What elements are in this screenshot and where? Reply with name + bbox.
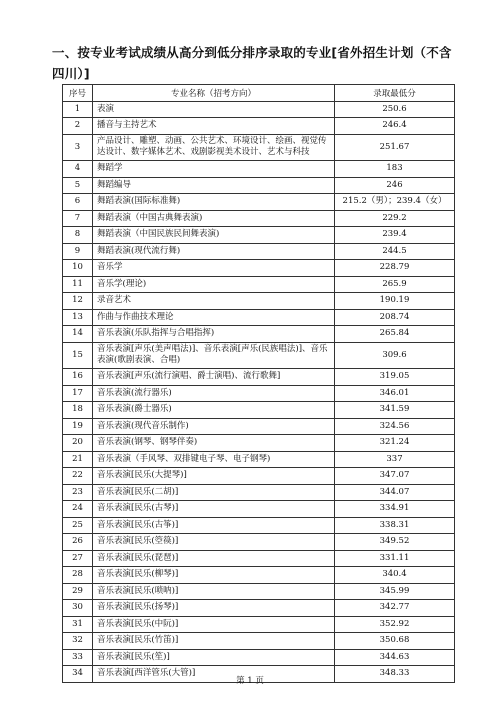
row-index: 15 <box>63 342 93 369</box>
row-major: 舞蹈表演（中国民族民间舞表演) <box>93 227 335 244</box>
row-major: 音乐表演[西洋管乐(大管)] <box>93 666 335 683</box>
row-min-score: 347.07 <box>335 468 455 485</box>
row-index: 1 <box>63 101 93 118</box>
row-min-score: 349.52 <box>335 534 455 551</box>
row-major: 音乐表演[民乐(扬琴)] <box>93 600 335 617</box>
row-index: 26 <box>63 534 93 551</box>
row-min-score: 183 <box>335 161 455 178</box>
row-major: 舞蹈表演(现代流行舞) <box>93 243 335 260</box>
row-min-score: 348.33 <box>335 666 455 683</box>
row-min-score: 244.5 <box>335 243 455 260</box>
table-row <box>63 101 455 118</box>
row-major: 录音艺术 <box>93 293 335 310</box>
header-major: 专业名称（招考方向） <box>93 85 335 102</box>
row-min-score: 309.6 <box>335 342 455 369</box>
row-index: 4 <box>63 161 93 178</box>
row-major: 音乐表演[民乐(竹笛)] <box>93 633 335 650</box>
row-index: 22 <box>63 468 93 485</box>
row-index: 18 <box>63 402 93 419</box>
table-row <box>63 600 455 617</box>
row-index: 34 <box>63 666 93 683</box>
row-min-score: 334.91 <box>335 501 455 518</box>
row-index: 11 <box>63 276 93 293</box>
table-row <box>63 501 455 518</box>
table-row <box>63 260 455 277</box>
table-row <box>63 326 455 343</box>
row-min-score: 265.9 <box>335 276 455 293</box>
row-major: 音乐表演（手风琴、双排键电子琴、电子钢琴) <box>93 451 335 468</box>
row-min-score: 265.84 <box>335 326 455 343</box>
row-min-score: 246 <box>335 177 455 194</box>
row-index: 14 <box>63 326 93 343</box>
row-major: 舞蹈表演（中国古典舞表演) <box>93 210 335 227</box>
page-number: 第 1 页 <box>236 676 264 686</box>
row-index: 28 <box>63 567 93 584</box>
row-index: 30 <box>63 600 93 617</box>
table-row <box>63 616 455 633</box>
admission-table <box>62 84 455 683</box>
row-min-score: 228.79 <box>335 260 455 277</box>
row-major: 产品设计、雕塑、动画、公共艺术、环境设计、绘画、视觉传达设计、数字媒体艺术、戏剧影视美术设计、艺术与科技 <box>93 134 335 161</box>
row-index: 24 <box>63 501 93 518</box>
row-major: 音乐表演[民乐(中阮)] <box>93 616 335 633</box>
row-min-score: 344.07 <box>335 484 455 501</box>
table-row <box>63 517 455 534</box>
table-row <box>63 194 455 211</box>
table-row <box>63 276 455 293</box>
row-index: 19 <box>63 418 93 435</box>
row-major: 舞蹈编导 <box>93 177 335 194</box>
row-major: 音乐学(理论) <box>93 276 335 293</box>
table-row <box>63 468 455 485</box>
row-major: 音乐表演(流行器乐) <box>93 385 335 402</box>
row-major: 音乐表演[民乐(古琴)] <box>93 501 335 518</box>
row-major: 表演 <box>93 101 335 118</box>
row-major: 音乐学 <box>93 260 335 277</box>
table-row <box>63 649 455 666</box>
row-index: 2 <box>63 118 93 135</box>
row-index: 8 <box>63 227 93 244</box>
row-index: 29 <box>63 583 93 600</box>
row-major: 音乐表演(爵士器乐) <box>93 402 335 419</box>
row-major: 播音与主持艺术 <box>93 118 335 135</box>
row-major: 舞蹈学 <box>93 161 335 178</box>
header-index: 序号 <box>63 85 93 102</box>
row-index: 21 <box>63 451 93 468</box>
row-min-score: 208.74 <box>335 309 455 326</box>
table-row <box>63 227 455 244</box>
row-min-score: 319.05 <box>335 369 455 386</box>
table-row <box>63 293 455 310</box>
row-index: 16 <box>63 369 93 386</box>
row-min-score: 229.2 <box>335 210 455 227</box>
row-major: 音乐表演[民乐(笙)] <box>93 649 335 666</box>
row-min-score: 331.11 <box>335 550 455 567</box>
header-min-score: 录取最低分 <box>335 85 455 102</box>
row-min-score: 321.24 <box>335 435 455 452</box>
row-min-score: 344.63 <box>335 649 455 666</box>
row-min-score: 190.19 <box>335 293 455 310</box>
table-row <box>63 435 455 452</box>
row-major: 舞蹈表演(国际标准舞) <box>93 194 335 211</box>
table-row <box>63 118 455 135</box>
row-index: 5 <box>63 177 93 194</box>
table-row <box>63 161 455 178</box>
table-row <box>63 369 455 386</box>
row-major: 音乐表演[民乐(唢呐)] <box>93 583 335 600</box>
table-row <box>63 633 455 650</box>
row-index: 12 <box>63 293 93 310</box>
table-row <box>63 418 455 435</box>
table-row <box>63 342 455 369</box>
row-min-score: 350.68 <box>335 633 455 650</box>
table-row <box>63 451 455 468</box>
table-row <box>63 583 455 600</box>
row-index: 31 <box>63 616 93 633</box>
table-row <box>63 177 455 194</box>
row-min-score: 342.77 <box>335 600 455 617</box>
row-major: 音乐表演[声乐(流行演唱、爵士演唱)、流行歌舞] <box>93 369 335 386</box>
row-min-score: 352.92 <box>335 616 455 633</box>
row-major: 音乐表演[民乐(琵琶)] <box>93 550 335 567</box>
row-index: 25 <box>63 517 93 534</box>
table-body <box>63 101 455 682</box>
row-index: 20 <box>63 435 93 452</box>
table-row <box>63 385 455 402</box>
table-row <box>63 550 455 567</box>
row-major: 音乐表演[民乐(古筝)] <box>93 517 335 534</box>
row-index: 23 <box>63 484 93 501</box>
table-row <box>63 134 455 161</box>
row-min-score: 345.99 <box>335 583 455 600</box>
table-header-row <box>63 85 455 102</box>
row-major: 音乐表演(乐队指挥与合唱指挥) <box>93 326 335 343</box>
row-index: 10 <box>63 260 93 277</box>
row-index: 27 <box>63 550 93 567</box>
row-major: 音乐表演(现代音乐制作) <box>93 418 335 435</box>
table-row <box>63 402 455 419</box>
row-min-score: 215.2（男）；239.4（女） <box>335 194 455 211</box>
row-major: 音乐表演[民乐(二胡)] <box>93 484 335 501</box>
row-min-score: 341.59 <box>335 402 455 419</box>
row-index: 17 <box>63 385 93 402</box>
table-row <box>63 534 455 551</box>
row-index: 13 <box>63 309 93 326</box>
row-major: 音乐表演[民乐(箜篌)] <box>93 534 335 551</box>
row-index: 3 <box>63 134 93 161</box>
row-min-score: 338.31 <box>335 517 455 534</box>
row-major: 音乐表演[民乐(柳琴)] <box>93 567 335 584</box>
row-min-score: 246.4 <box>335 118 455 135</box>
row-index: 7 <box>63 210 93 227</box>
table-row <box>63 484 455 501</box>
row-min-score: 340.4 <box>335 567 455 584</box>
row-min-score: 250.6 <box>335 101 455 118</box>
row-major: 作曲与作曲技术理论 <box>93 309 335 326</box>
row-index: 32 <box>63 633 93 650</box>
row-index: 33 <box>63 649 93 666</box>
row-min-score: 324.56 <box>335 418 455 435</box>
row-major: 音乐表演[民乐(大提琴)] <box>93 468 335 485</box>
table-row <box>63 243 455 260</box>
row-min-score: 346.01 <box>335 385 455 402</box>
table-row <box>63 210 455 227</box>
row-min-score: 251.67 <box>335 134 455 161</box>
page-title: 一、按专业考试成绩从高分到低分排序录取的专业[省外招生计划（不含四川）] <box>52 45 452 81</box>
row-min-score: 337 <box>335 451 455 468</box>
row-index: 6 <box>63 194 93 211</box>
row-major: 音乐表演(钢琴、钢琴伴奏) <box>93 435 335 452</box>
row-min-score: 239.4 <box>335 227 455 244</box>
table-row <box>63 309 455 326</box>
table-row <box>63 567 455 584</box>
row-major: 音乐表演[声乐(美声唱法)]、音乐表演[声乐(民族唱法)]、音乐表演(歌剧表演、合唱) <box>93 342 335 369</box>
row-index: 9 <box>63 243 93 260</box>
